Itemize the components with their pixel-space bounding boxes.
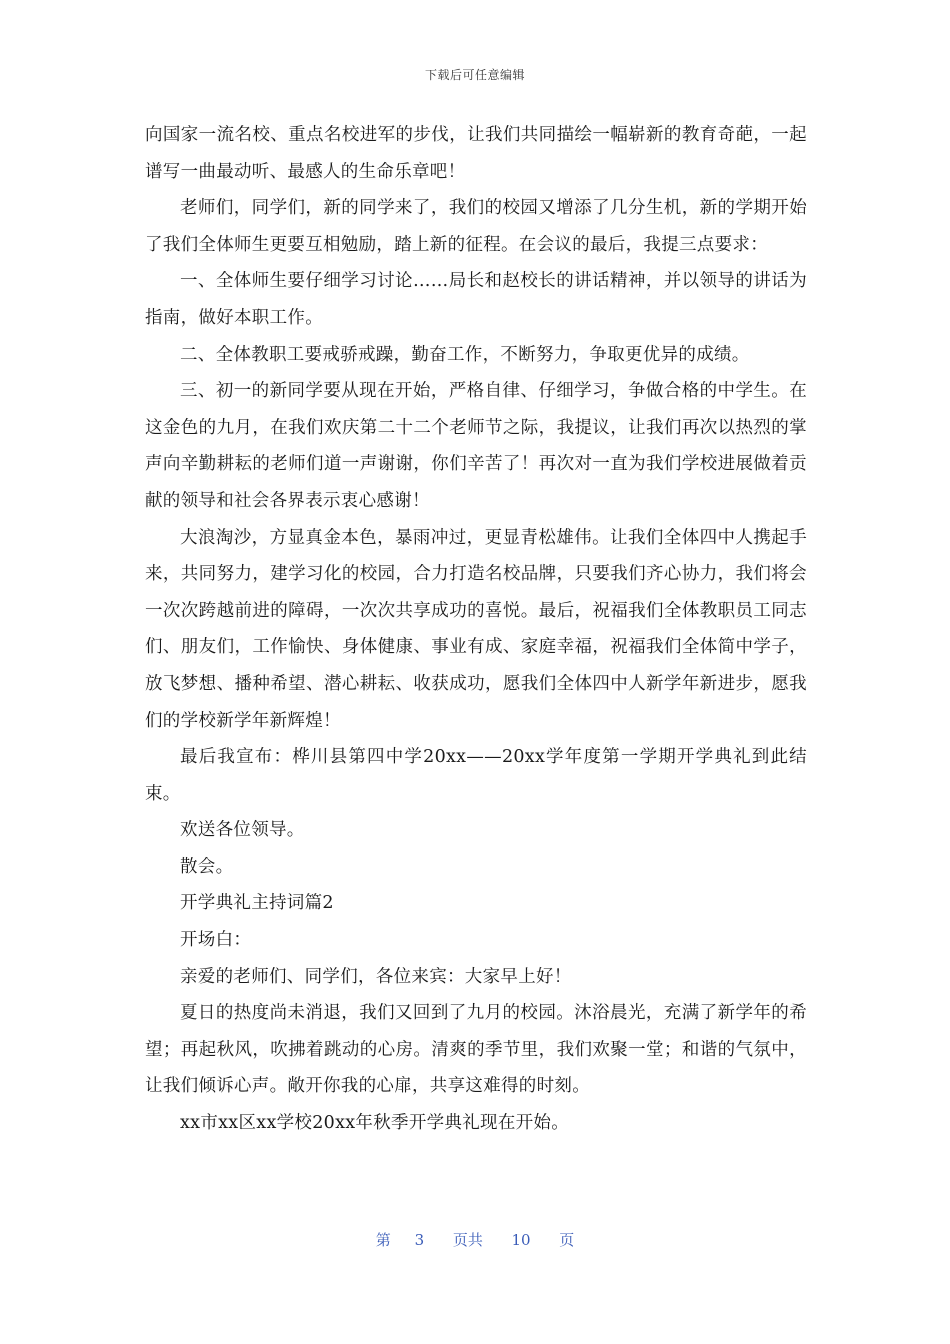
section-heading: 开学典礼主持词篇2 — [180, 893, 334, 914]
footer-suffix: 页 — [559, 1231, 575, 1249]
paragraph: 欢送各位领导。 — [180, 820, 305, 841]
paragraph: 二、全体教职工要戒骄戒躁，勤奋工作，不断努力，争取更优异的成绩。 — [180, 344, 750, 365]
footer-middle: 页共 — [452, 1231, 483, 1249]
paragraph: 最后我宣布：桦川县第四中学20xx——20xx学年度第一学期开学典礼到此结束。 — [145, 747, 807, 804]
footer-prefix: 第 — [375, 1231, 391, 1249]
paragraph: 开场白： — [180, 930, 252, 951]
paragraph: 老师们，同学们，新的同学来了，我们的校园又增添了几分生机，新的学期开始了我们全体师生更要互相勉励，踏上新的征程。在会议的最后，我提三点要求： — [145, 198, 807, 255]
paragraph: 夏日的热度尚未消退，我们又回到了九月的校园。沐浴晨光，充满了新学年的希望；再起秋风，吹拂着跳动的心房。清爽的季节里，我们欢聚一堂；和谐的气氛中，让我们倾诉心声。敞开你我的心扉，共享这难得的时刻。 — [145, 1003, 807, 1097]
footer-page-number: 3 — [414, 1231, 425, 1249]
paragraph: 大浪淘沙，方显真金本色，暴雨冲过，更显青松雄伟。让我们全体四中人携起手来，共同努力，建学习化的校园，合力打造名校品牌，只要我们齐心协力，我们将会一次次跨越前进的障碍，一次次共享成功的喜悦。最后，祝福我们全体教职员工同志们、朋友们，工作愉快、身体健康、事业有成、家庭幸福，祝福我们全体简中学子，放飞梦想、播种希望、潜心耕耘、收获成功，愿我们全体四中人新学年新进步，愿我们的学校新学年新辉煌！ — [145, 527, 807, 731]
document-body — [145, 117, 807, 1142]
page-footer — [0, 1229, 950, 1250]
paragraph: 散会。 — [180, 856, 234, 877]
paragraph: 向国家一流名校、重点名校进军的步伐，让我们共同描绘一幅崭新的教育奇葩，一起谱写一曲最动听、最感人的生命乐章吧！ — [145, 125, 807, 182]
paragraph: 一、全体师生要仔细学习讨论……局长和赵校长的讲话精神，并以领导的讲话为指南，做好本职工作。 — [145, 271, 807, 328]
page-header: 下载后可任意编辑 — [424, 68, 525, 82]
paragraph: xx市xx区xx学校20xx年秋季开学典礼现在开始。 — [180, 1113, 570, 1134]
footer-total-pages: 10 — [511, 1231, 531, 1249]
paragraph: 三、初一的新同学要从现在开始，严格自律、仔细学习，争做合格的中学生。在这金色的九月，在我们欢庆第二十二个老师节之际，我提议，让我们再次以热烈的掌声向辛勤耕耘的老师们道一声谢谢，你们辛苦了！再次对一直为我们学校进展做着贡献的领导和社会各界表示衷心感谢！ — [145, 381, 807, 511]
paragraph: 亲爱的老师们、同学们，各位来宾：大家早上好！ — [180, 966, 572, 987]
